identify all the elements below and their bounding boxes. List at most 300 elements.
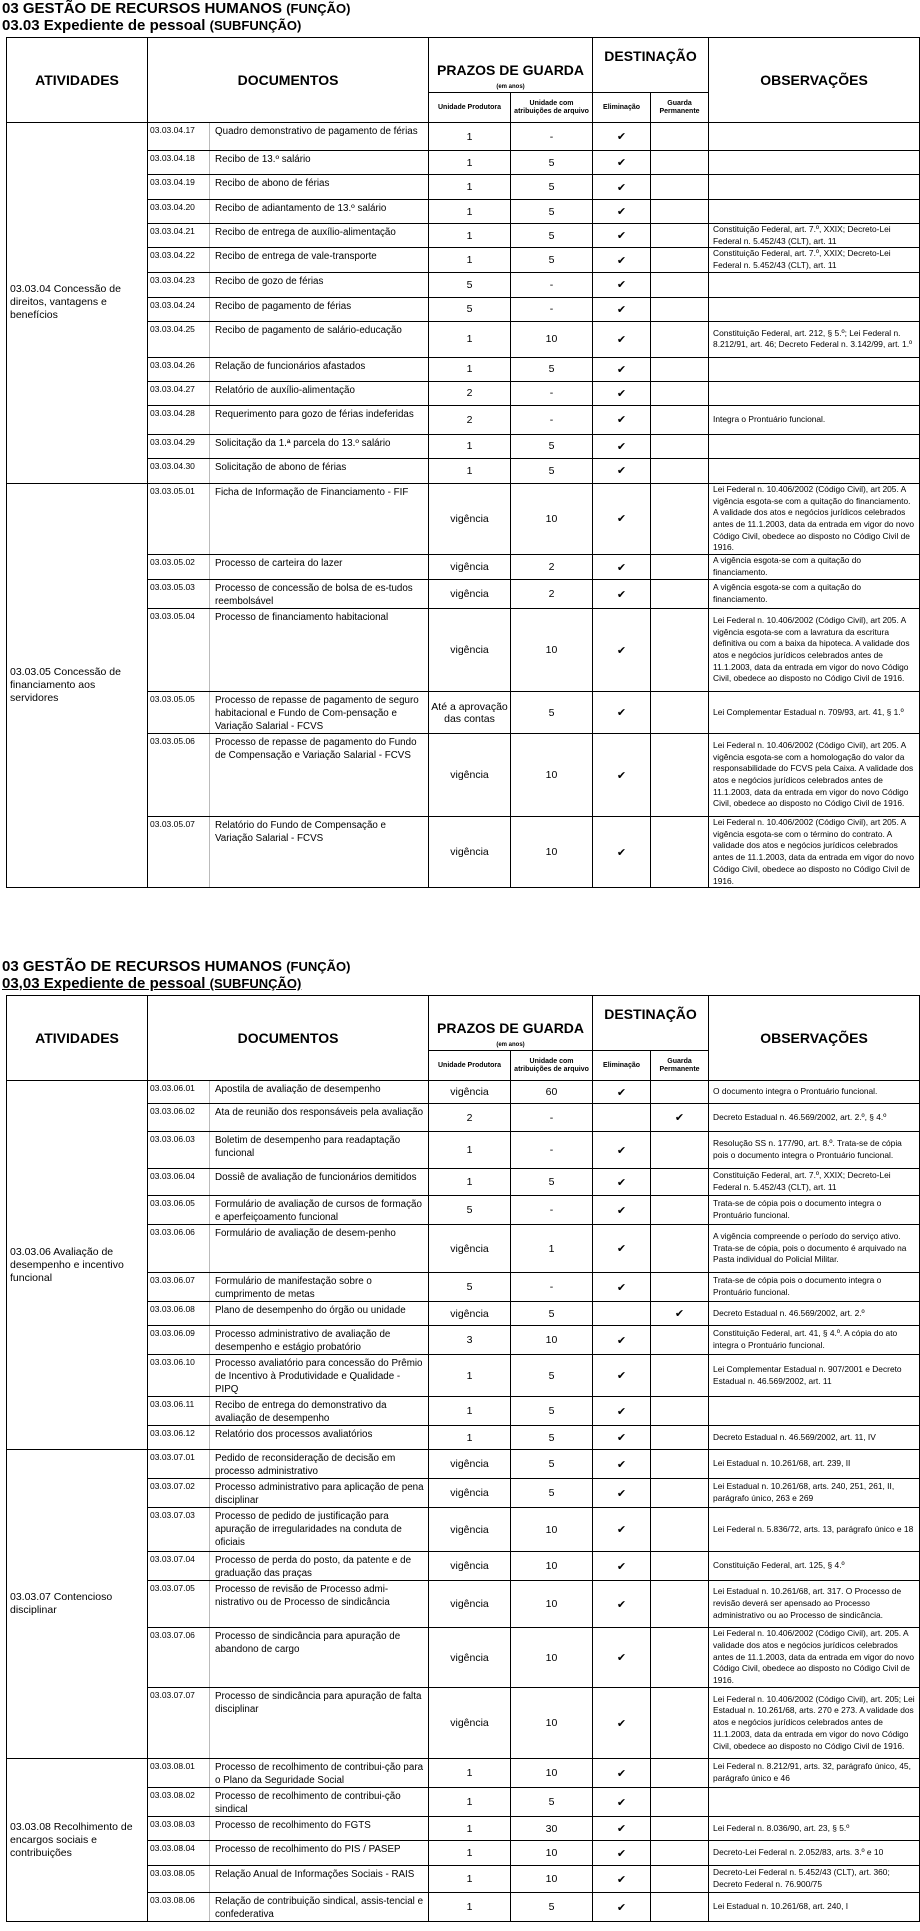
retention-archive-unit: - [511,1104,593,1132]
document-title: Relatório do Fundo de Compensação e Variação Salarial - FCVS [210,817,429,888]
permanent-custody-cell [651,1759,709,1788]
subfunction-tag: (SUBFUNÇÃO) [209,18,302,33]
retention-archive-unit: 10 [511,1866,593,1893]
document-title: Processo de sindicância para apuração de falta disciplinar [210,1688,429,1759]
document-title: Processo de recolhimento do FGTS [210,1817,429,1841]
retention-producer-unit: 1 [429,321,511,357]
retention-table [6,995,920,1922]
retention-producer-unit: vigência [429,734,511,817]
retention-producer-unit: vigência [429,609,511,692]
document-code: 03.03.05.01 [148,483,210,554]
document-title: Formulário de avaliação de desem-penho [210,1225,429,1273]
retention-producer-unit: 5 [429,297,511,321]
document-code: 03.03.08.02 [148,1788,210,1817]
function-title [2,0,350,17]
check-icon: ✔ [616,387,627,400]
header-atividades: ATIVIDADES [7,38,148,123]
retention-producer-unit: 1 [429,1866,511,1893]
retention-archive-unit: - [511,272,593,297]
retention-producer-unit: vigência [429,1581,511,1628]
retention-archive-unit: 60 [511,1081,593,1104]
permanent-custody-cell [651,555,709,580]
retention-archive-unit: - [511,405,593,434]
permanent-custody-cell [651,1104,709,1132]
function-tag: (FUNÇÃO) [286,1,351,16]
observations: Decreto Estadual n. 46.569/2002, art. 11, IV [709,1426,920,1450]
permanent-custody-cell [651,1841,709,1866]
elimination-cell [593,1196,651,1225]
retention-archive-unit: 10 [511,1688,593,1759]
document-code: 03.03.04.19 [148,175,210,200]
retention-archive-unit: 5 [511,248,593,272]
check-icon: ✔ [616,1717,627,1730]
document-title: Solicitação de abono de férias [210,458,429,483]
retention-archive-unit: 5 [511,1788,593,1817]
elimination-cell [593,458,651,483]
document-code: 03.03.06.01 [148,1081,210,1104]
retention-archive-unit: 5 [511,1169,593,1196]
check-icon: ✔ [616,414,627,427]
document-code: 03.03.04.29 [148,434,210,458]
observations: Decreto-Lei Federal n. 5.452/43 (CLT), art. 360; Decreto Federal n. 76.900/75 [709,1866,920,1893]
observations [709,381,920,405]
document-title: Recibo de 13.º salário [210,151,429,175]
document-title: Processo de repasse de pagamento de seguro habitacional e Fundo de Com-pensação e Variação Salarial - FCVS [210,692,429,734]
document-title: Processo de repasse de pagamento do Fundo de Compensação e Variação Salarial - FCVS [210,734,429,817]
permanent-custody-cell [651,321,709,357]
elimination-cell [593,123,651,151]
retention-producer-unit: 1 [429,1841,511,1866]
check-icon: ✔ [616,1767,627,1780]
check-icon: ✔ [674,1112,685,1124]
retention-archive-unit: - [511,1132,593,1169]
document-title: Boletim de desempenho para readaptação funcional [210,1132,429,1169]
retention-producer-unit: Até a aprovação das contas [429,692,511,734]
retention-producer-unit: vigência [429,555,511,580]
retention-archive-unit: 2 [511,555,593,580]
document-code: 03.03.06.03 [148,1132,210,1169]
elimination-cell [593,151,651,175]
observations: Lei Federal n. 10.406/2002 (Código Civil), art 205. A vigência esgota-se com a lavratura da escritura definitiva ou com a baixa da hipoteca. A validade dos atos e negócios jurídicos celebrados antes de 11.1.2003, data da entrada em vigor do novo Código Civil, obedece ao disposto no Código Civil de 1916. [709,609,920,692]
elimination-cell [593,224,651,248]
observations [709,175,920,200]
retention-archive-unit: 10 [511,483,593,554]
document-title: Processo de recolhimento de contribui-ção para o Plano da Seguridade Social [210,1759,429,1788]
document-title: Recibo de pagamento de salário-educação [210,321,429,357]
check-icon: ✔ [616,157,627,169]
header-prazos-label: PRAZOS DE GUARDA [437,1020,585,1036]
check-icon: ✔ [674,1308,685,1320]
check-icon: ✔ [616,561,627,574]
document-code: 03.03.05.02 [148,555,210,580]
header-documentos: DOCUMENTOS [148,38,429,123]
document-code: 03.03.04.22 [148,248,210,272]
document-title: Relação de funcionários afastados [210,357,429,381]
document-code: 03.03.05.07 [148,817,210,888]
elimination-cell [593,1866,651,1893]
document-code: 03.03.06.05 [148,1196,210,1225]
header-guarda-permanente: Guarda Permanente [651,93,709,123]
check-icon: ✔ [616,1144,627,1157]
document-code: 03.03.05.04 [148,609,210,692]
document-code: 03.03.06.09 [148,1326,210,1355]
retention-producer-unit: vigência [429,1081,511,1104]
header-em-anos: (em anos) [496,84,525,90]
check-icon: ✔ [616,644,627,657]
elimination-cell [593,609,651,692]
elimination-cell [593,1081,651,1104]
document-code: 03.03.04.30 [148,458,210,483]
retention-archive-unit: - [511,1273,593,1302]
retention-producer-unit: 5 [429,272,511,297]
retention-producer-unit: vigência [429,1225,511,1273]
retention-producer-unit: 2 [429,1104,511,1132]
elimination-cell [593,1450,651,1479]
retention-archive-unit: 10 [511,1759,593,1788]
observations: Lei Federal n. 10.406/2002 (Código Civil), art 205. A vigência esgota-se com a homologação do valor da responsabilidade do FCVS pela Caixa. A validade dos atos e negócios jurídicos celebrados antes de 11.1.2003, data da entrada em vigor do novo Código Civil, obedece ao disposto no Código Civil de 1916. [709,734,920,817]
header-unidade-arquivo: Unidade com atribuições de arquivo [511,1051,593,1081]
header-prazos-de-guarda [429,38,593,93]
permanent-custody-cell [651,434,709,458]
elimination-cell [593,1397,651,1426]
observations: Integra o Prontuário funcional. [709,405,920,434]
document-title: Processo de concessão de bolsa de es-tudos reembolsável [210,580,429,609]
retention-producer-unit: 2 [429,405,511,434]
observations: Constituição Federal, art. 7.º, XXIX; Decreto-Lei Federal n. 5.452/43 (CLT), art. 11 [709,1169,920,1196]
check-icon: ✔ [616,1524,627,1536]
elimination-cell [593,580,651,609]
function-name: 03 GESTÃO DE RECURSOS HUMANOS [2,958,283,975]
retention-archive-unit: - [511,1196,593,1225]
permanent-custody-cell [651,1479,709,1508]
observations: Lei Federal n. 8.036/90, art. 23, § 5.º [709,1817,920,1841]
permanent-custody-cell [651,1552,709,1581]
function-name: 03 GESTÃO DE RECURSOS HUMANOS [2,0,283,17]
document-code: 03.03.07.05 [148,1581,210,1628]
permanent-custody-cell [651,1196,709,1225]
retention-archive-unit: 5 [511,151,593,175]
elimination-cell [593,321,651,357]
check-icon: ✔ [616,363,627,376]
elimination-cell [593,1552,651,1581]
document-code: 03.03.06.02 [148,1104,210,1132]
document-title: Recibo de adiantamento de 13.º salário [210,200,429,224]
permanent-custody-cell [651,381,709,405]
permanent-custody-cell [651,1866,709,1893]
retention-producer-unit: 1 [429,1788,511,1817]
subfunction-name: 03.03 Expediente de pessoal [2,17,206,34]
retention-archive-unit: 5 [511,1302,593,1326]
permanent-custody-cell [651,224,709,248]
observations [709,1788,920,1817]
document-code: 03.03.07.06 [148,1628,210,1688]
elimination-cell [593,1302,651,1326]
observations [709,458,920,483]
retention-producer-unit: 2 [429,381,511,405]
elimination-cell [593,405,651,434]
elimination-cell [593,272,651,297]
document-title: Recibo de entrega de auxílio-alimentação [210,224,429,248]
document-title: Dossiê de avaliação de funcionários demitidos [210,1169,429,1196]
document-title: Recibo de gozo de férias [210,272,429,297]
check-icon: ✔ [616,1086,627,1099]
retention-producer-unit: 1 [429,458,511,483]
observations [709,200,920,224]
document-code: 03.03.07.07 [148,1688,210,1759]
retention-archive-unit: 10 [511,1552,593,1581]
observations: Trata-se de cópia pois o documento integra o Prontuário funcional. [709,1273,920,1302]
observations: Lei Federal n. 10.406/2002 (Código Civil), art. 205. A validade dos atos e negócios jurídicos celebrados antes de 11.1.2003, data da entrada em vigor do novo Código Civil, obedece ao disposto no Código Civil de 1916. [709,1628,920,1688]
header-unidade-produtora: Unidade Produtora [429,1051,511,1081]
retention-producer-unit: 1 [429,1893,511,1922]
permanent-custody-cell [651,405,709,434]
retention-producer-unit: vigência [429,1450,511,1479]
retention-archive-unit: 5 [511,1450,593,1479]
elimination-cell [593,1479,651,1508]
permanent-custody-cell [651,734,709,817]
check-icon: ✔ [616,846,627,859]
permanent-custody-cell [651,1426,709,1450]
subfunction-title [2,17,301,35]
retention-archive-unit: 5 [511,692,593,734]
elimination-cell [593,357,651,381]
document-code: 03.03.07.03 [148,1508,210,1552]
check-icon: ✔ [616,1204,627,1217]
permanent-custody-cell [651,1508,709,1552]
permanent-custody-cell [651,692,709,734]
retention-archive-unit: 5 [511,175,593,200]
function-title [2,958,350,975]
elimination-cell [593,483,651,554]
retention-producer-unit: 3 [429,1326,511,1355]
document-code: 03.03.05.03 [148,580,210,609]
elimination-cell [593,1132,651,1169]
check-icon: ✔ [616,465,627,478]
header-eliminacao: Eliminação [593,93,651,123]
header-destinacao: DESTINAÇÃO [593,996,709,1051]
observations: A vigência esgota-se com a quitação do financiamento. [709,580,920,609]
elimination-cell [593,297,651,321]
retention-producer-unit: vigência [429,1552,511,1581]
observations [709,297,920,321]
retention-producer-unit: 1 [429,1759,511,1788]
header-eliminacao: Eliminação [593,1051,651,1081]
permanent-custody-cell [651,1397,709,1426]
retention-producer-unit: 1 [429,123,511,151]
document-code: 03.03.06.11 [148,1397,210,1426]
permanent-custody-cell [651,1788,709,1817]
observations: Decreto-Lei Federal n. 2.052/83, arts. 3.º e 10 [709,1841,920,1866]
document-code: 03.03.04.23 [148,272,210,297]
retention-producer-unit: 1 [429,1132,511,1169]
observations: Lei Federal n. 10.406/2002 (Código Civil), art. 205; Lei Estadual n. 10.261/68, arts. 270 e 273. A validade dos atos e negócios jurídicos celebrados antes de 11.1.2003, data da entrada em vigor do novo Código Civil, obedece ao disposto no Código Civil de 1916. [709,1688,920,1759]
permanent-custody-cell [651,123,709,151]
retention-producer-unit: vigência [429,580,511,609]
document-title: Processo de financiamento habitacional [210,609,429,692]
retention-archive-unit: 2 [511,580,593,609]
retention-archive-unit: 10 [511,1508,593,1552]
elimination-cell [593,1104,651,1132]
document-title: Processo de perda do posto, da patente e de graduação das praças [210,1552,429,1581]
subfunction-title [2,975,301,993]
document-code: 03.03.04.27 [148,381,210,405]
observations: Lei Federal n. 8.212/91, arts. 32, parágrafo único, 45, parágrafo único e 46 [709,1759,920,1788]
retention-producer-unit: vigência [429,1688,511,1759]
elimination-cell [593,1581,651,1628]
retention-producer-unit: 1 [429,1397,511,1426]
permanent-custody-cell [651,817,709,888]
retention-archive-unit: 1 [511,1225,593,1273]
permanent-custody-cell [651,1817,709,1841]
elimination-cell [593,1841,651,1866]
document-code: 03.03.04.18 [148,151,210,175]
elimination-cell [593,1788,651,1817]
document-code: 03.03.06.04 [148,1169,210,1196]
subfunction-tag: (SUBFUNÇÃO) [209,976,302,991]
elimination-cell [593,555,651,580]
permanent-custody-cell [651,1581,709,1628]
document-code: 03.03.04.25 [148,321,210,357]
retention-producer-unit: 1 [429,151,511,175]
document-code: 03.03.05.06 [148,734,210,817]
document-code: 03.03.04.26 [148,357,210,381]
retention-producer-unit: 1 [429,1169,511,1196]
document-title: Formulário de avaliação de cursos de formação e aperfeiçoamento funcional [210,1196,429,1225]
elimination-cell [593,434,651,458]
table-row [7,1450,920,1479]
elimination-cell [593,692,651,734]
document-title: Formulário de manifestação sobre o cumprimento de metas [210,1273,429,1302]
header-row [7,38,920,93]
check-icon: ✔ [616,1458,627,1471]
document-code: 03.03.08.03 [148,1817,210,1841]
activity-cell: 03.03.04 Concessão de direitos, vantagens e benefícios [7,123,148,484]
elimination-cell [593,381,651,405]
observations: Lei Federal n. 5.836/72, arts. 13, parágrafo único e 18 [709,1508,920,1552]
permanent-custody-cell [651,458,709,483]
permanent-custody-cell [651,1132,709,1169]
header-unidade-produtora: Unidade Produtora [429,93,511,123]
elimination-cell [593,1273,651,1302]
observations: Constituição Federal, art. 212, § 5.º; Lei Federal n. 8.212/91, art. 46; Decreto Federal n. 3.142/99, art. 1.º [709,321,920,357]
permanent-custody-cell [651,151,709,175]
observations: Constituição Federal, art. 41, § 4.º. A cópia do ato integra o Prontuário funcional. [709,1326,920,1355]
observations: Lei Federal n. 10.406/2002 (Código Civil), art 205. A vigência esgota-se com o término do contrato. A validade dos atos e negócios jurídicos celebrados antes de 11.1.2003, data da entrada em vigor do novo Código Civil, obedece ao disposto no Código Civil de 1916. [709,817,920,888]
document-code: 03.03.04.17 [148,123,210,151]
elimination-cell [593,248,651,272]
header-row [7,996,920,1051]
elimination-cell [593,1326,651,1355]
check-icon: ✔ [616,206,627,218]
retention-producer-unit: vigência [429,817,511,888]
retention-archive-unit: 5 [511,458,593,483]
document-title: Relação Anual de Informações Sociais - RAIS [210,1866,429,1893]
permanent-custody-cell [651,357,709,381]
document-title: Recibo de abono de férias [210,175,429,200]
document-code: 03.03.08.05 [148,1866,210,1893]
elimination-cell [593,1628,651,1688]
document-code: 03.03.04.20 [148,200,210,224]
document-title: Processo de recolhimento de contribui-ção sindical [210,1788,429,1817]
activity-cell: 03.03.06 Avaliação de desempenho e incentivo funcional [7,1081,148,1450]
check-icon: ✔ [616,279,627,292]
observations [709,151,920,175]
permanent-custody-cell [651,1273,709,1302]
check-icon: ✔ [616,769,627,782]
document-code: 03.03.04.24 [148,297,210,321]
document-code: 03.03.06.10 [148,1355,210,1397]
check-icon: ✔ [616,707,627,720]
elimination-cell [593,1688,651,1759]
observations: Decreto Estadual n. 46.569/2002, art. 2.º [709,1302,920,1326]
check-icon: ✔ [616,440,627,453]
permanent-custody-cell [651,1081,709,1104]
observations: Constituição Federal, art. 125, § 4.º [709,1552,920,1581]
retention-producer-unit: vigência [429,1508,511,1552]
header-prazos-label: PRAZOS DE GUARDA [437,62,585,78]
document-title: Processo de sindicância para apuração de abandono de cargo [210,1628,429,1688]
observations: A vigência esgota-se com a quitação do financiamento. [709,555,920,580]
observations: Lei Estadual n. 10.261/68, art. 239, II [709,1450,920,1479]
retention-archive-unit: 10 [511,609,593,692]
document-code: 03.03.08.01 [148,1759,210,1788]
elimination-cell [593,1817,651,1841]
elimination-cell [593,1759,651,1788]
permanent-custody-cell [651,248,709,272]
retention-archive-unit: 5 [511,357,593,381]
check-icon: ✔ [616,254,627,267]
document-code: 03.03.06.12 [148,1426,210,1450]
retention-archive-unit: 30 [511,1817,593,1841]
document-code: 03.03.06.07 [148,1273,210,1302]
elimination-cell [593,1225,651,1273]
header-atividades: ATIVIDADES [7,996,148,1081]
retention-producer-unit: vigência [429,1479,511,1508]
permanent-custody-cell [651,1326,709,1355]
check-icon: ✔ [616,1873,627,1886]
elimination-cell [593,1426,651,1450]
document-title: Processo de revisão de Processo admi-nistrativo ou de Processo de sindicância [210,1581,429,1628]
table-row [7,1759,920,1788]
elimination-cell [593,200,651,224]
document-code: 03.03.04.28 [148,405,210,434]
permanent-custody-cell [651,1893,709,1922]
document-title: Relatório dos processos avaliatórios [210,1426,429,1450]
retention-archive-unit: 10 [511,321,593,357]
retention-producer-unit: 1 [429,200,511,224]
retention-archive-unit: 5 [511,224,593,248]
document-title: Processo avaliatório para concessão do Prêmio de Incentivo à Produtividade e Qualidade - PIPQ [210,1355,429,1397]
check-icon: ✔ [616,1405,627,1418]
observations: Lei Estadual n. 10.261/68, art. 240, I [709,1893,920,1922]
document-title: Apostila de avaliação de desempenho [210,1081,429,1104]
document-title: Processo de pedido de justificação para apuração de irregularidades na conduta de oficiais [210,1508,429,1552]
document-code: 03.03.05.05 [148,692,210,734]
retention-archive-unit: 10 [511,1581,593,1628]
document-title: Quadro demonstrativo de pagamento de férias [210,123,429,151]
observations: Lei Complementar Estadual n. 907/2001 e Decreto Estadual n. 46.569/2002, art. 11 [709,1355,920,1397]
retention-archive-unit: 5 [511,1426,593,1450]
check-icon: ✔ [616,1334,627,1347]
retention-table [6,37,920,888]
document-title: Relação de contribuição sindical, assis-tencial e confederativa [210,1893,429,1922]
document-title: Solicitação da 1.ª parcela do 13.º salário [210,434,429,458]
activity-cell: 03.03.07 Contencioso disciplinar [7,1450,148,1759]
check-icon: ✔ [616,1176,627,1189]
observations: O documento integra o Prontuário funcional. [709,1081,920,1104]
elimination-cell [593,175,651,200]
document-title: Processo de carteira do lazer [210,555,429,580]
